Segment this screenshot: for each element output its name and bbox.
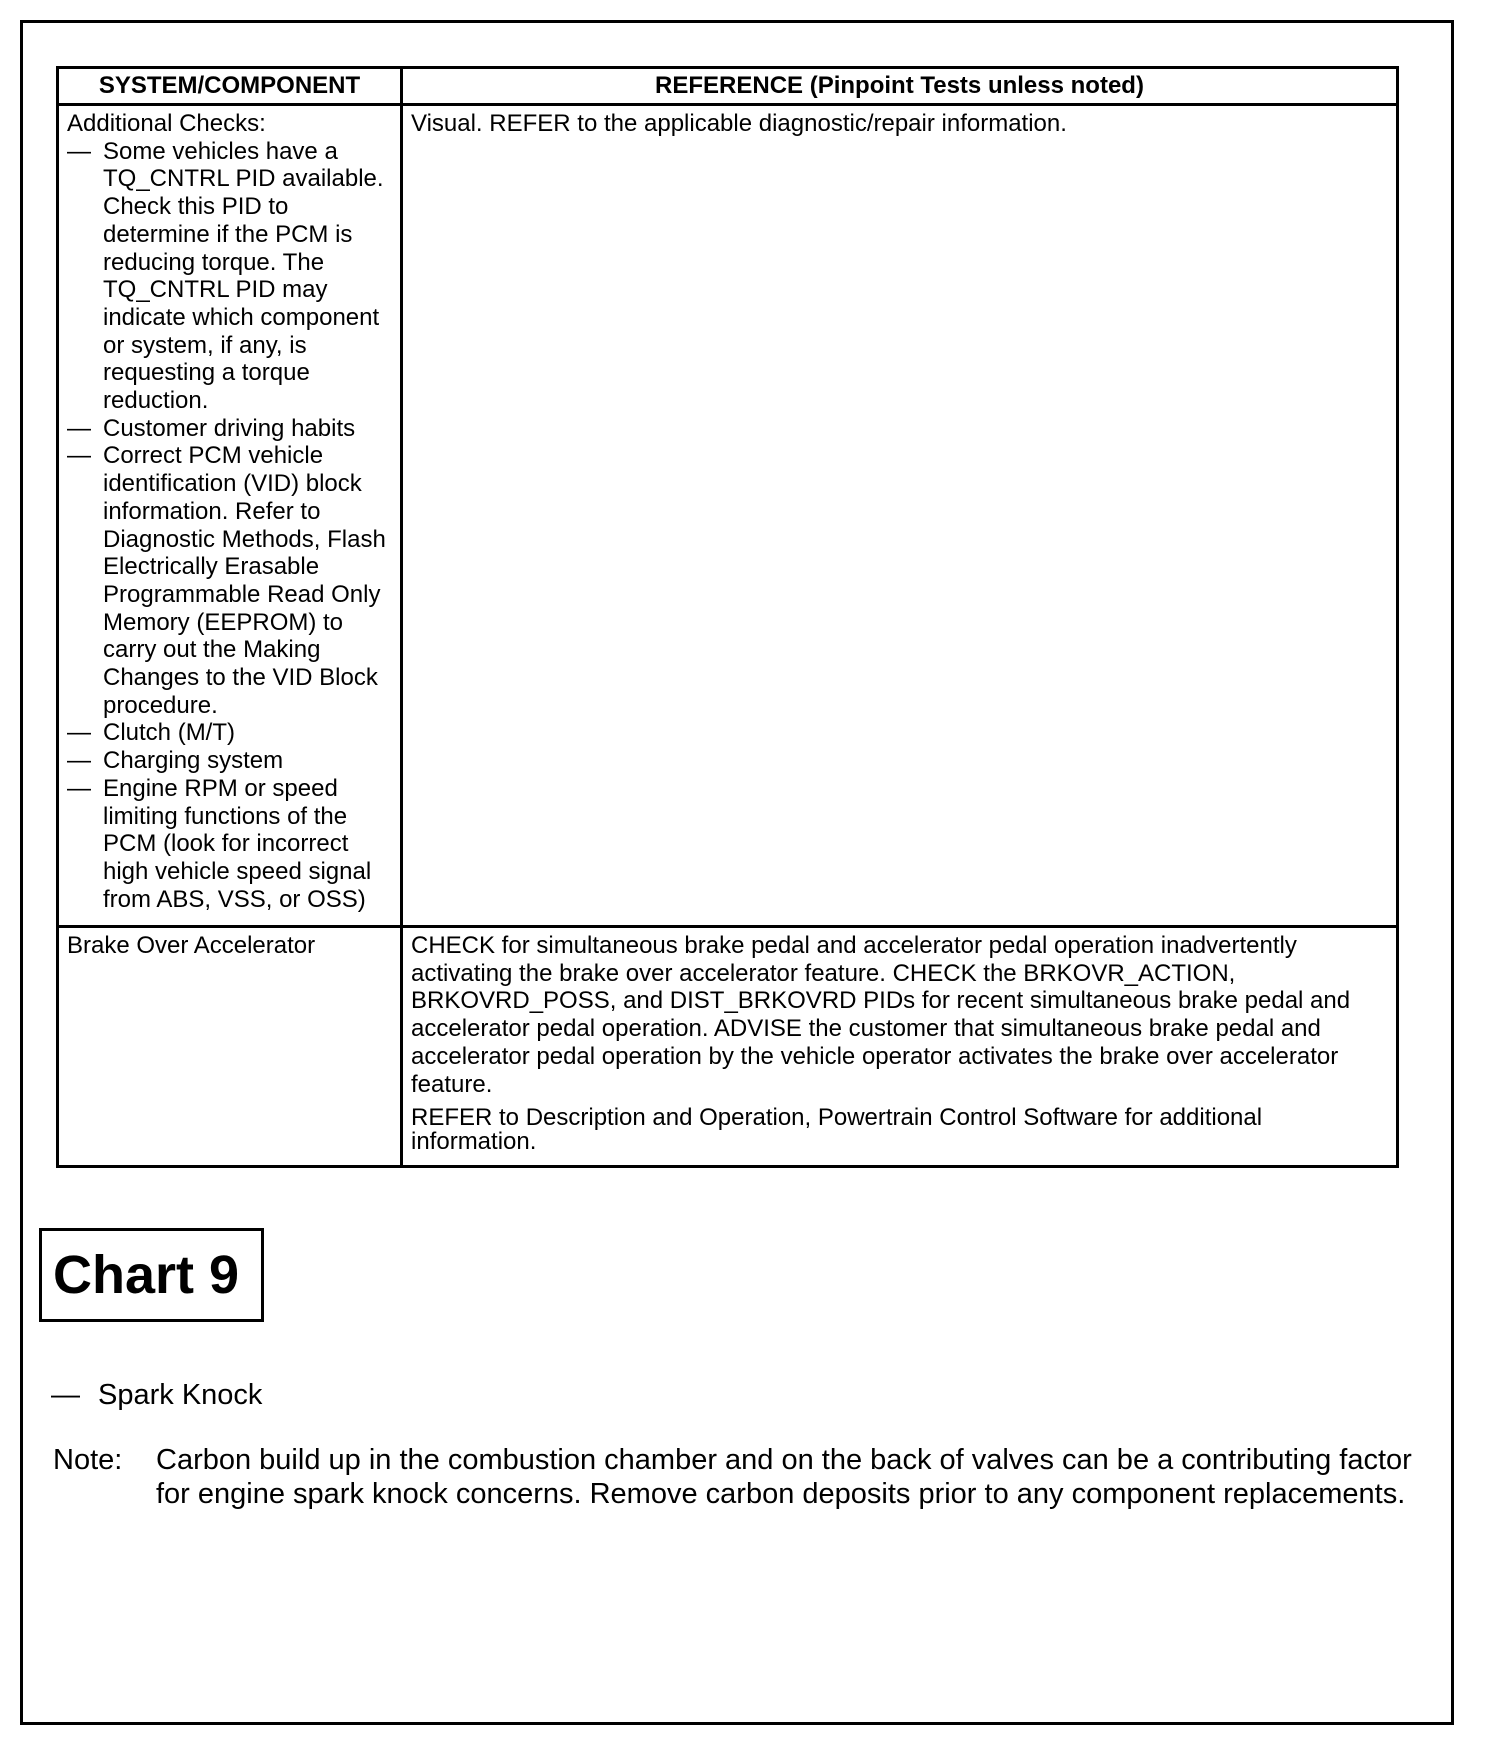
reference-text: CHECK for simultaneous brake pedal and accelerator pedal operation inadvertently activating the brake over accelerator feature. CHECK the BRKOVR_ACTION, BRKOVRD_POSS, and DIST_BRKOVRD PIDs for recent simultaneous brake pedal and accelerator pedal operation. ADVISE the customer that simultaneous brake pedal and accelerator pedal operation by the vehicle operator activates the brake over accelerator feature. [411,932,1351,1098]
list-item-text: Engine RPM or speed limiting functions of the PCM (look for incorrect high vehicle speed signal from ABS, VSS, or OSS) [103,774,372,913]
list-item-text: Customer driving habits [103,414,356,442]
list-item [67,138,392,415]
list-item-text: Charging system [103,747,284,775]
list-item-text: Some vehicles have a TQ_CNTRL PID available. Check this PID to determine if the PCM is reducing torque. The TQ_CNTRL PID may indicate which component or system, if any, is requesting a torque reduction. [103,137,384,415]
table-row [58,105,1398,927]
list-item [67,719,392,747]
additional-checks-list [67,138,392,914]
dash-bullet: — [67,747,91,775]
table-row [58,927,1398,1167]
reference-table [56,66,1399,1168]
list-item [67,442,392,719]
header-system-component: SYSTEM/COMPONENT [58,68,402,105]
additional-checks-title: Additional Checks: [67,110,266,137]
table-header-row [58,68,1398,105]
note-label: Note: [53,1444,123,1476]
list-item-text: Correct PCM vehicle identification (VID) block information. Refer to Diagnostic Methods, Flash Electrically Erasable Programmable Read Only Memory (EEPROM) to carry out the Making Changes to the VID Block procedure. [103,442,386,719]
list-item-text: Clutch (M/T) [103,719,235,747]
list-item [67,747,392,775]
symptom-label: Spark Knock [98,1379,263,1411]
list-item [67,775,392,914]
symptom-item [51,1378,262,1412]
system-cell [58,927,402,1167]
header-reference: REFERENCE (Pinpoint Tests unless noted) [402,68,1398,105]
dash-bullet: — [67,414,91,442]
reference-cell [402,105,1398,927]
list-item [67,415,392,443]
dash-bullet: — [67,442,91,470]
chart-title: Chart 9 [53,1245,240,1305]
note-block [53,1444,1413,1511]
reference-cell [402,927,1398,1167]
dash-bullet: — [67,719,91,747]
dash-bullet: — [51,1379,80,1411]
brake-over-accelerator-title: Brake Over Accelerator [67,932,316,959]
reference-text: REFER to Description and Operation, Powertrain Control Software for additional information. [411,1104,1263,1156]
system-cell [58,105,402,927]
reference-text: Visual. REFER to the applicable diagnostic/repair information. [411,110,1067,137]
note-text: Carbon build up in the combustion chamber and on the back of valves can be a contributing factor for engine spark knock concerns. Remove carbon deposits prior to any component replacements. [156,1444,1412,1510]
dash-bullet: — [67,774,91,802]
chart-title-box [39,1228,264,1322]
dash-bullet: — [67,137,91,165]
